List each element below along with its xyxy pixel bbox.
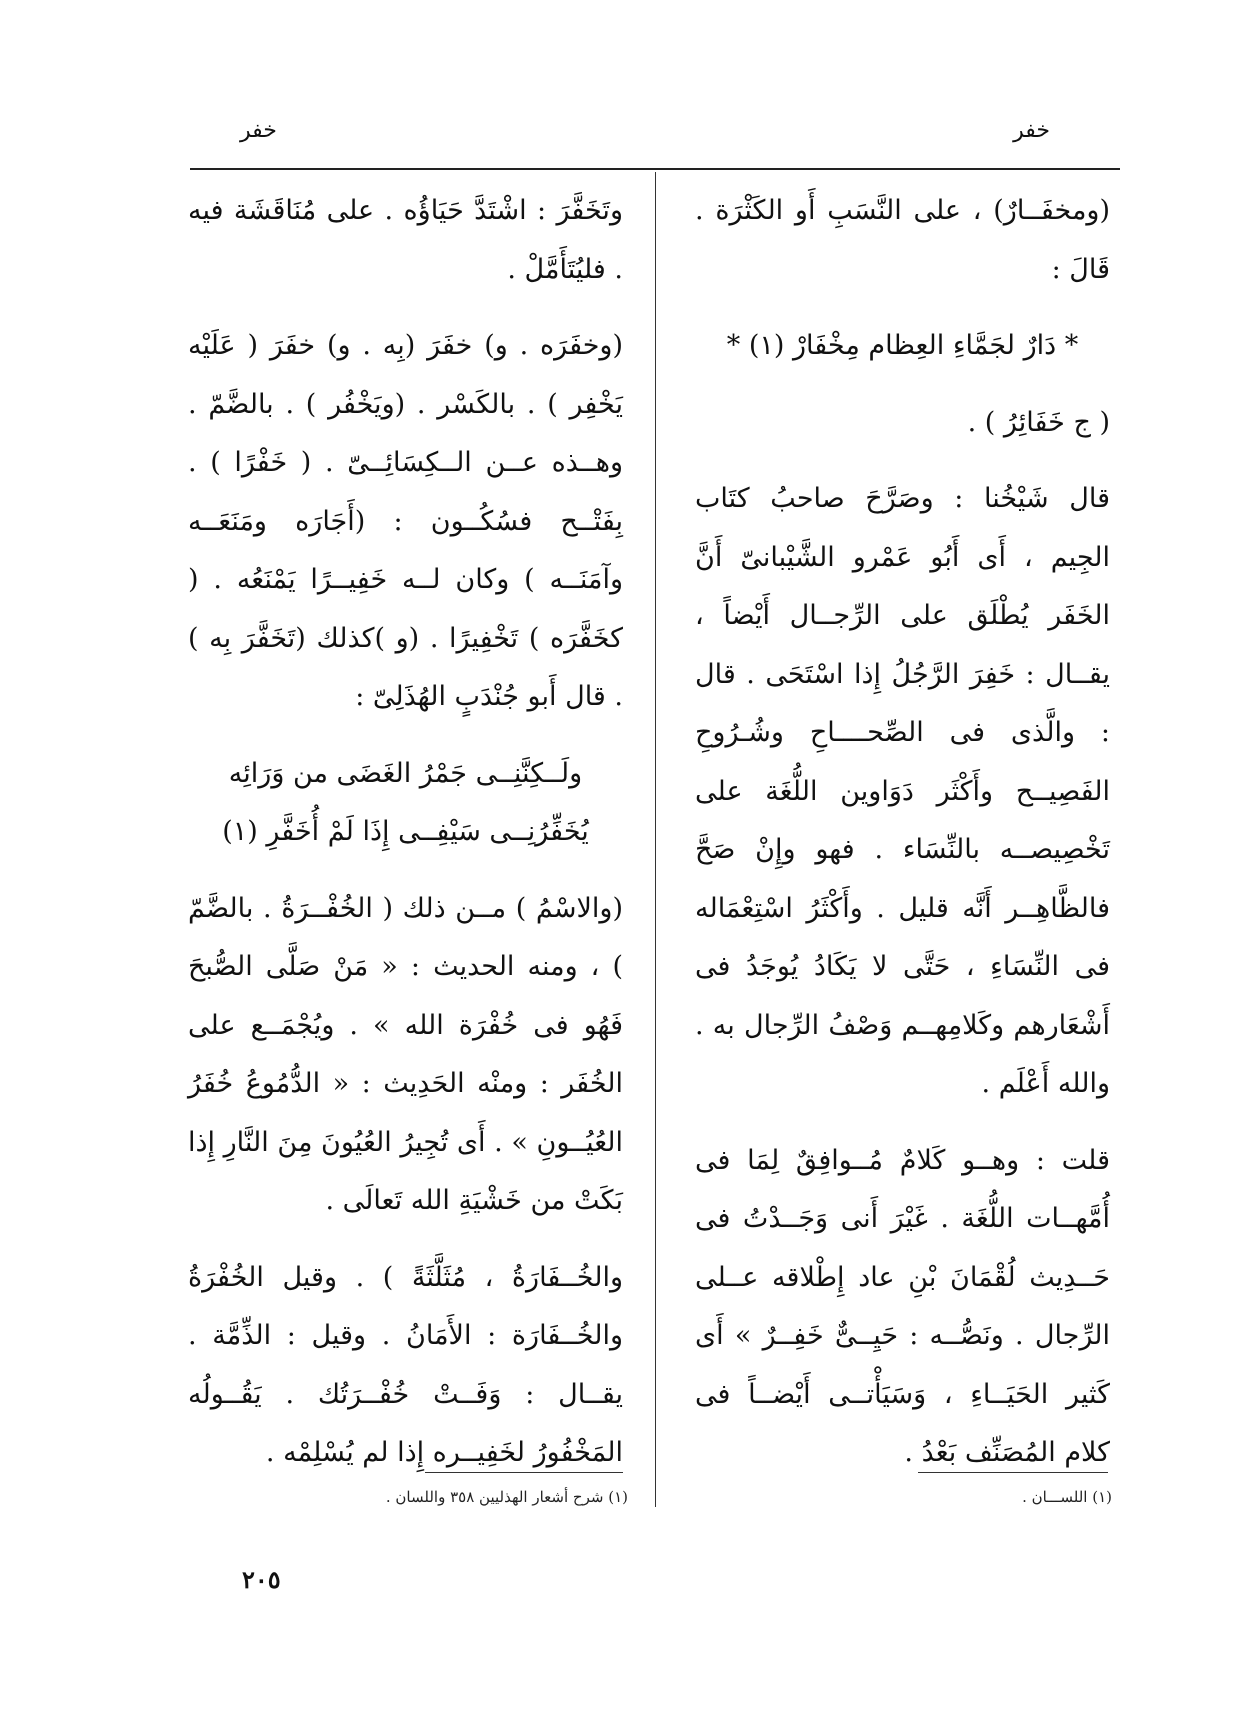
paragraph: قلت : وهــو كَلامٌ مُــوافِقٌ لِمَا فى أُمَّهــات اللُّغَة . غَيْرَ أَنى وَجَــدْتُ فى حَــدِيث لُقْمَانَ بْنِ عاد إِطْلاقه عــلى الرِّجال . ونَصُّــه : حَيِــىٌّ خَفِــرٌ » أَى كَثير الحَيَــاءِ ، وَسَيَأْتــى أَيْضــاً فى كلام المُصَنِّف بَعْدُ .	[695, 1144, 1110, 1468]
column-divider	[655, 172, 656, 1507]
header-rule	[190, 168, 1120, 170]
verse-line: يُخَفِّرُنِــى سَيْفِــى إِذَا لَمْ أُخَفَّرِ (١)	[222, 816, 589, 847]
verse	[695, 317, 1110, 376]
page-number: ٢٠٥	[242, 1565, 281, 1594]
footnote-rule	[425, 1472, 623, 1473]
left-column	[188, 182, 623, 1501]
verse-line: * دَارٌ لجَمَّاءِ العِظام مِخْفَارْ (١) *	[726, 330, 1079, 361]
footnote-right: (١) اللســـان .	[1022, 1488, 1112, 1506]
paragraph: (ومخفَــارٌ) ، على النَّسَبِ أَو الكَثْرَة . قَالَ :	[695, 195, 1110, 285]
paragraph: وتَخَفَّرَ : اشْتَدَّ حَيَاؤُه . على مُنَاقَشَة فيه . فليُتَأَمَّلْ .	[188, 195, 623, 285]
running-head-right: خفر	[1013, 118, 1050, 143]
paragraph: (وخفَرَه . و) خفَرَ (بِه . و) خفَرَ ( عَلَيْه يَخْفِر ) . بالكَسْر . (ويَخْفُر ) . بالضَّمّ . وهــذه عــن الــكِسَائِــىّ . ( خَفْرًا ) . بِفَتْــح فسُكُــون : (أَجَارَه ومَنَعَــه وآمَنَــه ) وكان لــه خَفِيــرًا يَمْنَعُه . ( كخَفَّرَه ) تَخْفِيرًا . (و )كذلك (تَخَفَّرَ بِه ) . قال أَبو جُنْدَبٍ الهُذَلِىّ :	[188, 330, 623, 712]
paragraph: قال شَيْخُنا : وصَرَّحَ صاحبُ كتَاب الجِيم ، أَى أَبُو عَمْرو الشَّيْبانىّ أَنَّ الخَفَر يُطْلَق على الرِّجــال أَيْضاً ، يقــال : خَفِرَ الرَّجُلُ إِذا اسْتَحَى . قال : والَّذى فى الصِّحــــاحِ وشُـرُوحِ الفَصِيــح وأَكْثَر دَوَاوين اللُّغَة على تَخْصِيصــه بالنِّسَاء . فهو وإِنْ صَحَّ فالظَّاهِــر أَنَّه قليل . وأَكْثَرُ اسْتِعْمَاله فى النِّسَاءِ ، حَتَّى لا يَكَادُ يُوجَدُ فى أَشْعَارهم وكَلامِهــم وَصْفُ الرِّجال به . والله أَعْلَم .	[695, 483, 1110, 1099]
footnote-left: (١) شرح أشعار الهذليين ٣٥٨ واللسان .	[385, 1488, 628, 1506]
running-head-left: خفر	[240, 118, 277, 143]
right-column	[695, 182, 1110, 1501]
footnote-rule	[918, 1472, 1108, 1473]
paragraph: ( ج خَفَائِرُ ) .	[967, 406, 1110, 438]
paragraph: والخُــفَارَةُ ، مُثَلَّثَةً ) . وقيل الخُفْرَةُ والخُــفَارَة : الأَمَانُ . وقيل : الذِّمَّة . يقــال : وَفَــتْ خُفْــرَتُك . يَقُــولُه المَخْفُورُ لخَفِيــره إِذا لم يُسْلِمْه .	[188, 1261, 623, 1468]
verse	[188, 745, 623, 862]
verse-line: ولَــكِنَّنِــى جَمْرُ الغَضَى من وَرَائِه	[228, 757, 583, 789]
paragraph: (والاسْمُ ) مــن ذلك ( الخُفْــرَةُ . بالضَّمّ ) ، ومنه الحديث : « مَنْ صَلَّى الصُّبحَ فَهُو فى خُفْرَة الله » . ويُجْمَــع على الخُفَر : ومنْه الحَدِيث : « الدُّمُوعُ خُفَرُ العُيُــونِ » . أَى تُجِيرُ العُيُونَ مِنَ النَّارِ إِذا بَكَتْ من خَشْيَةِ الله تَعالَى .	[188, 892, 623, 1216]
